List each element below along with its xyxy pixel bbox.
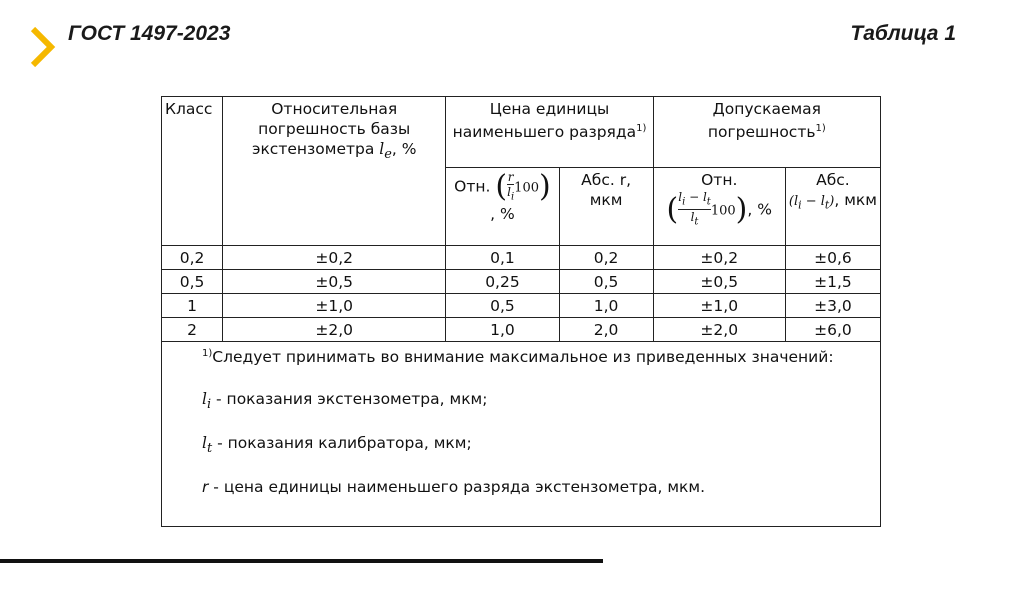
table-row bbox=[162, 318, 881, 342]
cell: ±2,0 bbox=[223, 318, 446, 342]
table-row bbox=[162, 294, 881, 318]
cell: ±0,2 bbox=[223, 246, 446, 270]
cell: ±6,0 bbox=[785, 318, 880, 342]
chevron-logo-icon bbox=[30, 27, 56, 67]
cell: 0,5 bbox=[446, 294, 559, 318]
cell: 0,25 bbox=[446, 270, 559, 294]
header-allowed-error: Допускаемая погрешность$^{1)}$ bbox=[653, 97, 880, 168]
cell: 0,2 bbox=[559, 246, 653, 270]
table-footnote: $^{1)}$Следует принимать во внимание максимальное из приведенных значений: $l_i$ - показания экстензометра, мкм; $l_t$ - показания калибратора, мкм; r - цена единицы наименьшего разряда экстензометра, мкм. bbox=[162, 342, 881, 527]
cell: 1 bbox=[162, 294, 223, 318]
table-row bbox=[162, 270, 881, 294]
header-base-error: Относительная погрешность базы экстензометра $l_e$, % bbox=[223, 97, 446, 246]
cell: 2 bbox=[162, 318, 223, 342]
cell: 1,0 bbox=[559, 294, 653, 318]
subheader-allowed-abs: Абс. $(l_i - l_t)$, мкм bbox=[785, 168, 880, 246]
cell: 0,5 bbox=[162, 270, 223, 294]
table-label: Таблица 1 bbox=[850, 22, 956, 45]
cell: ±1,0 bbox=[653, 294, 785, 318]
cell: ±0,5 bbox=[653, 270, 785, 294]
header-price: Цена единицы наименьшего разряда$^{1)}$ bbox=[446, 97, 653, 168]
accuracy-table bbox=[161, 96, 881, 527]
cell: 0,1 bbox=[446, 246, 559, 270]
subheader-price-rel: Отн. ( $\frac{r}{l_i}100$) , % bbox=[446, 168, 559, 246]
cell: ±0,5 bbox=[223, 270, 446, 294]
subheader-allowed-rel: Отн. ( $\frac{l_i - l_t}{l_t}100$), % bbox=[653, 168, 785, 246]
cell: ±1,0 bbox=[223, 294, 446, 318]
cell: ±1,5 bbox=[785, 270, 880, 294]
cell: ±0,6 bbox=[785, 246, 880, 270]
cell: 0,2 bbox=[162, 246, 223, 270]
bottom-divider bbox=[0, 559, 603, 563]
header-class: Класс bbox=[162, 97, 223, 246]
document-title: ГОСТ 1497-2023 bbox=[68, 22, 231, 45]
cell: ±3,0 bbox=[785, 294, 880, 318]
subheader-price-abs: Абс. r, мкм bbox=[559, 168, 653, 246]
cell: ±0,2 bbox=[653, 246, 785, 270]
cell: 2,0 bbox=[559, 318, 653, 342]
cell: 0,5 bbox=[559, 270, 653, 294]
cell: 1,0 bbox=[446, 318, 559, 342]
cell: ±2,0 bbox=[653, 318, 785, 342]
table-row bbox=[162, 246, 881, 270]
